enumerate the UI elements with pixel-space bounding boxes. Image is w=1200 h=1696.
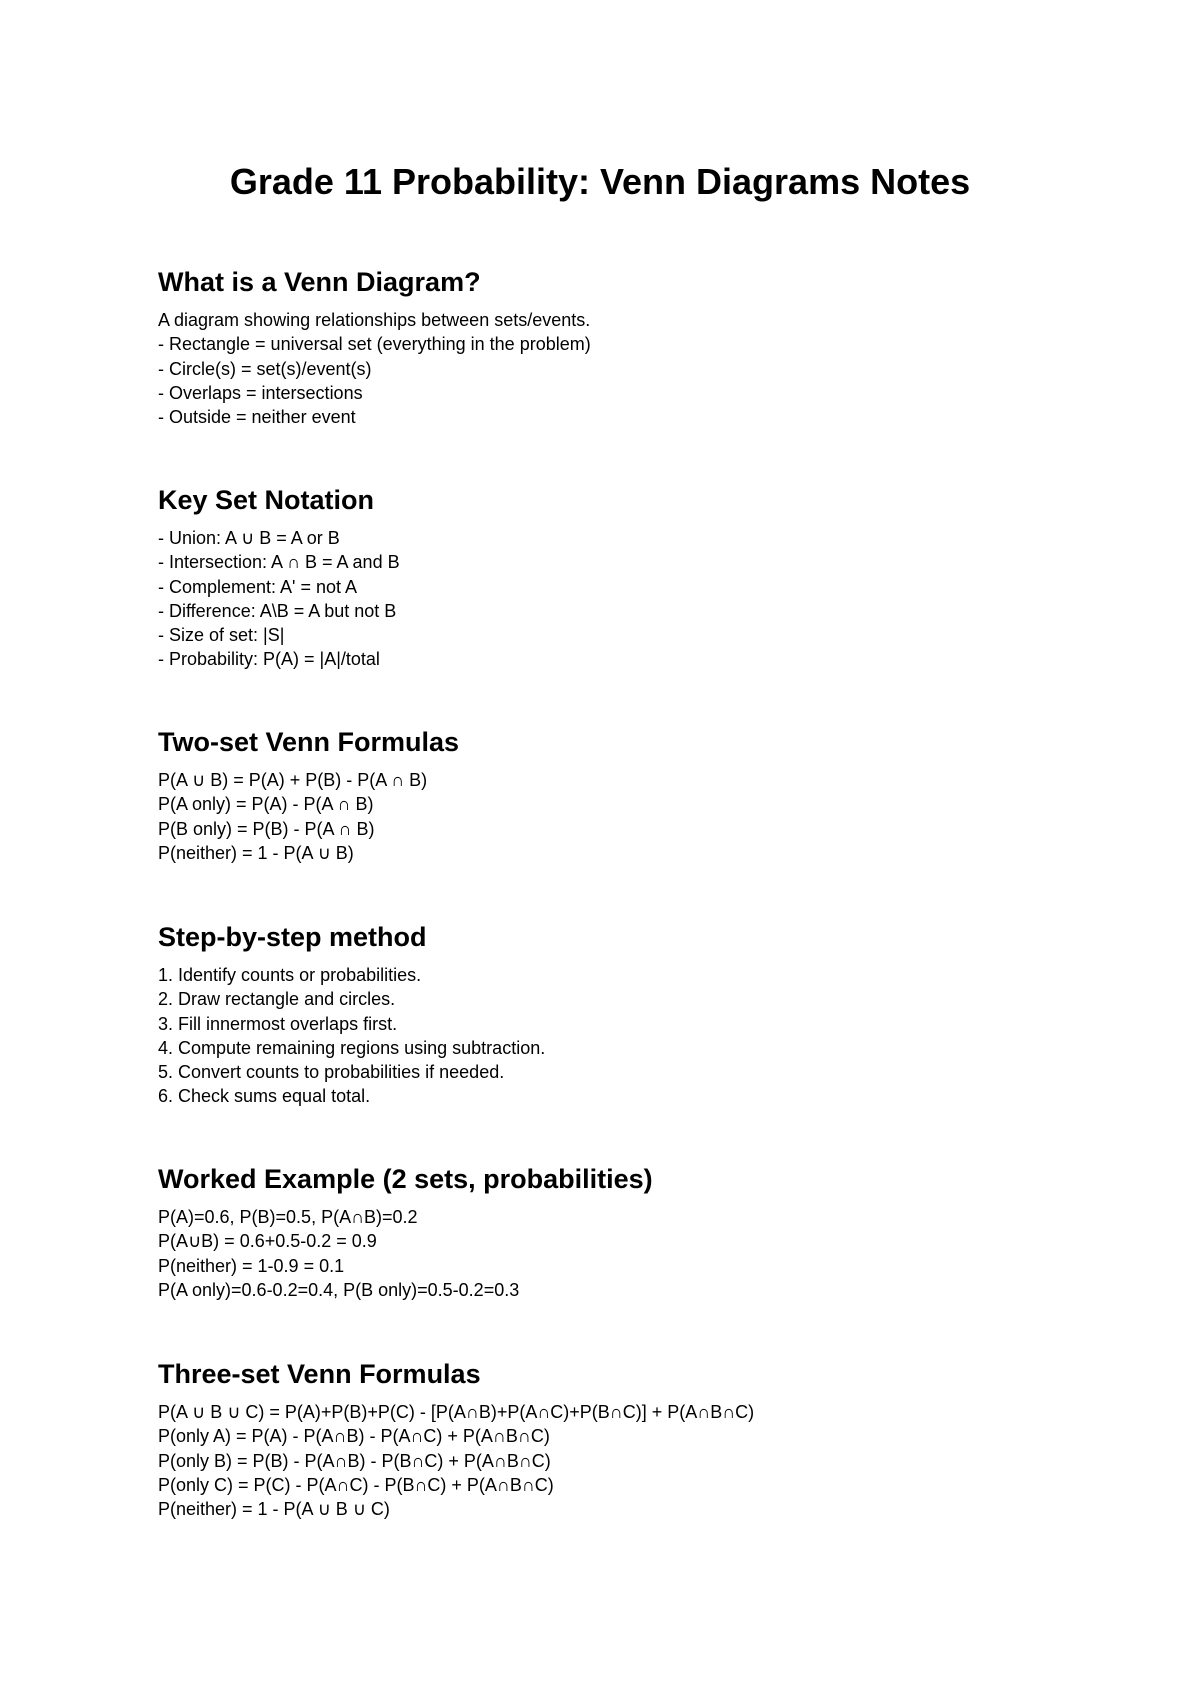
section-heading: Two-set Venn Formulas: [158, 727, 460, 757]
section-lines: [158, 768, 1058, 865]
formula-line: P(B only) = P(B) - P(A ∩ B): [158, 818, 375, 839]
section-heading: Worked Example (2 sets, probabilities): [158, 1164, 653, 1194]
section-lines: [158, 1400, 1058, 1521]
formula-line: P(A ∪ B ∪ C) = P(A)+P(B)+P(C) - [P(A∩B)+P(A∩C)+P(B∩C)] + P(A∩B∩C): [158, 1402, 755, 1422]
section-step-by-step-method: [158, 921, 1058, 1109]
text-line: - Circle(s) = set(s)/event(s): [158, 358, 372, 379]
section-what-is-venn-diagram: [158, 266, 1058, 429]
section-worked-example: [158, 1163, 1058, 1302]
text-line: - Complement: A' = not A: [158, 576, 358, 597]
text-line: - Outside = neither event: [158, 407, 356, 428]
section-key-set-notation: [158, 484, 1058, 672]
formula-line: P(neither) = 1 - P(A ∪ B): [158, 842, 354, 863]
text-line: - Union: A ∪ B = A or B: [158, 528, 340, 548]
formula-line: P(only C) = P(C) - P(A∩C) - P(B∩C) + P(A∩B∩C): [158, 1474, 554, 1495]
formula-line: P(only B) = P(B) - P(A∩B) - P(B∩C) + P(A∩B∩C): [158, 1450, 551, 1471]
section-lines: [158, 526, 1058, 672]
formula-line: P(A ∪ B) = P(A) + P(B) - P(A ∩ B): [158, 770, 428, 790]
text-line: - Overlaps = intersections: [158, 382, 363, 403]
text-line: - Intersection: A ∩ B = A and B: [158, 552, 400, 573]
step-line: 6. Check sums equal total.: [158, 1086, 371, 1107]
section-two-set-formulas: [158, 726, 1058, 865]
formula-line: P(neither) = 1-0.9 = 0.1: [158, 1255, 345, 1276]
formula-line: P(A)=0.6, P(B)=0.5, P(A∩B)=0.2: [158, 1207, 418, 1227]
formula-line: P(A∪B) = 0.6+0.5-0.2 = 0.9: [158, 1231, 377, 1252]
formula-line: P(A only)=0.6-0.2=0.4, P(B only)=0.5-0.2=0.3: [158, 1279, 520, 1300]
text-line: - Size of set: |S|: [158, 625, 285, 646]
section-heading: Three-set Venn Formulas: [158, 1359, 481, 1389]
text-line: - Probability: P(A) = |A|/total: [158, 649, 380, 670]
step-line: 2. Draw rectangle and circles.: [158, 989, 396, 1010]
section-heading: What is a Venn Diagram?: [158, 267, 481, 297]
formula-line: P(only A) = P(A) - P(A∩B) - P(A∩C) + P(A∩B∩C): [158, 1426, 550, 1447]
step-line: 5. Convert counts to probabilities if needed.: [158, 1062, 505, 1083]
step-line: 4. Compute remaining regions using subtraction.: [158, 1037, 546, 1058]
text-line: - Rectangle = universal set (everything in the problem): [158, 334, 591, 355]
formula-line: P(A only) = P(A) - P(A ∩ B): [158, 794, 374, 815]
section-three-set-formulas: [158, 1358, 1058, 1521]
step-line: 1. Identify counts or probabilities.: [158, 965, 422, 985]
document-title: Grade 11 Probability: Venn Diagrams Notes: [229, 161, 971, 202]
formula-line: P(neither) = 1 - P(A ∪ B ∪ C): [158, 1499, 390, 1520]
section-lines: [158, 308, 1058, 429]
section-heading: Key Set Notation: [158, 485, 375, 515]
text-line: A diagram showing relationships between sets/events.: [158, 310, 591, 330]
section-lines: [158, 963, 1058, 1109]
section-heading: Step-by-step method: [158, 922, 427, 952]
text-line: - Difference: A\B = A but not B: [158, 600, 397, 621]
section-lines: [158, 1205, 1058, 1302]
step-line: 3. Fill innermost overlaps first.: [158, 1013, 398, 1034]
